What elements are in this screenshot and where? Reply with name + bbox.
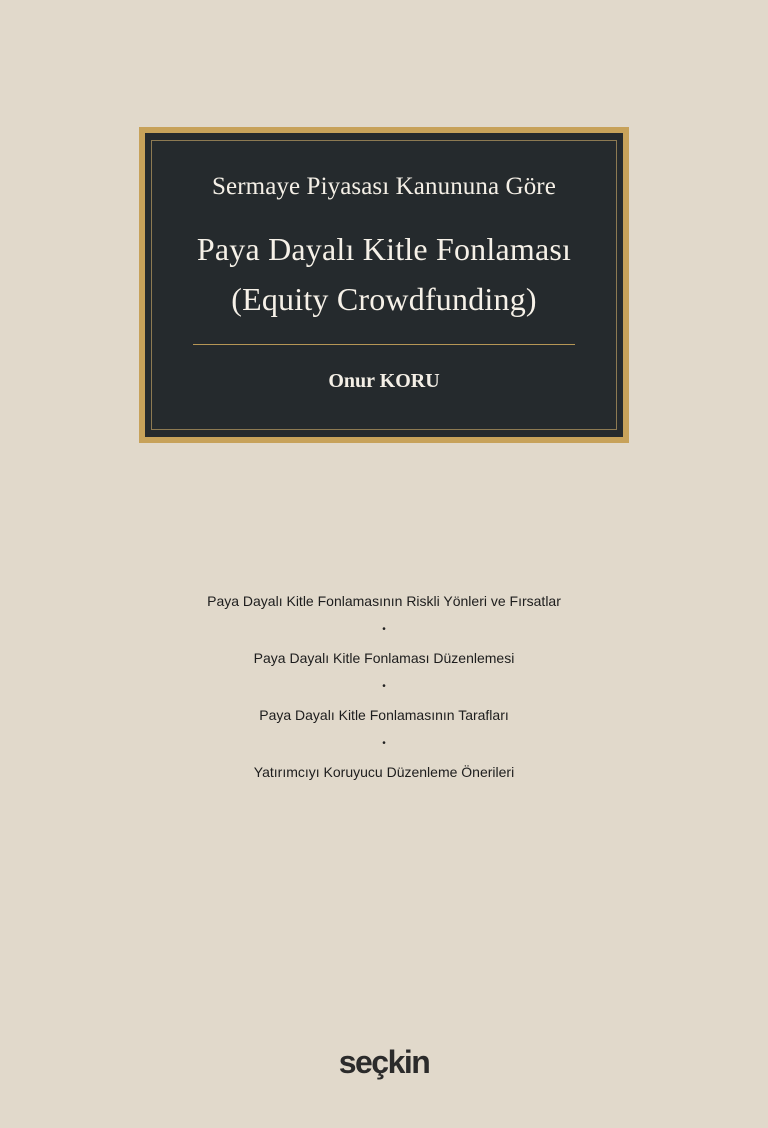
topic-list [120, 589, 648, 784]
topic-separator-bullet: • [382, 738, 386, 749]
title-frame [139, 127, 629, 443]
title-panel [145, 133, 623, 437]
book-title-line-1: Paya Dayalı Kitle Fonlaması [196, 231, 572, 267]
topic-item: Paya Dayalı Kitle Fonlamasının Riskli Yönleri ve Fırsatlar [207, 593, 561, 609]
publisher-logo: seçkin [338, 1044, 430, 1080]
book-title-line-2: (Equity Crowdfunding) [231, 281, 537, 317]
topic-item: Paya Dayalı Kitle Fonlamasının Tarafları [259, 707, 509, 723]
topic-separator-bullet: • [382, 624, 386, 635]
topic-separator-bullet: • [382, 681, 386, 692]
topic-item: Yatırımcıyı Koruyucu Düzenleme Önerileri [253, 764, 515, 780]
book-subtitle: Sermaye Piyasası Kanununa Göre [212, 173, 556, 200]
topic-item: Paya Dayalı Kitle Fonlaması Düzenlemesi [253, 650, 515, 666]
book-title [145, 224, 623, 324]
book-author: Onur KORU [328, 370, 440, 392]
gold-divider [193, 344, 575, 345]
